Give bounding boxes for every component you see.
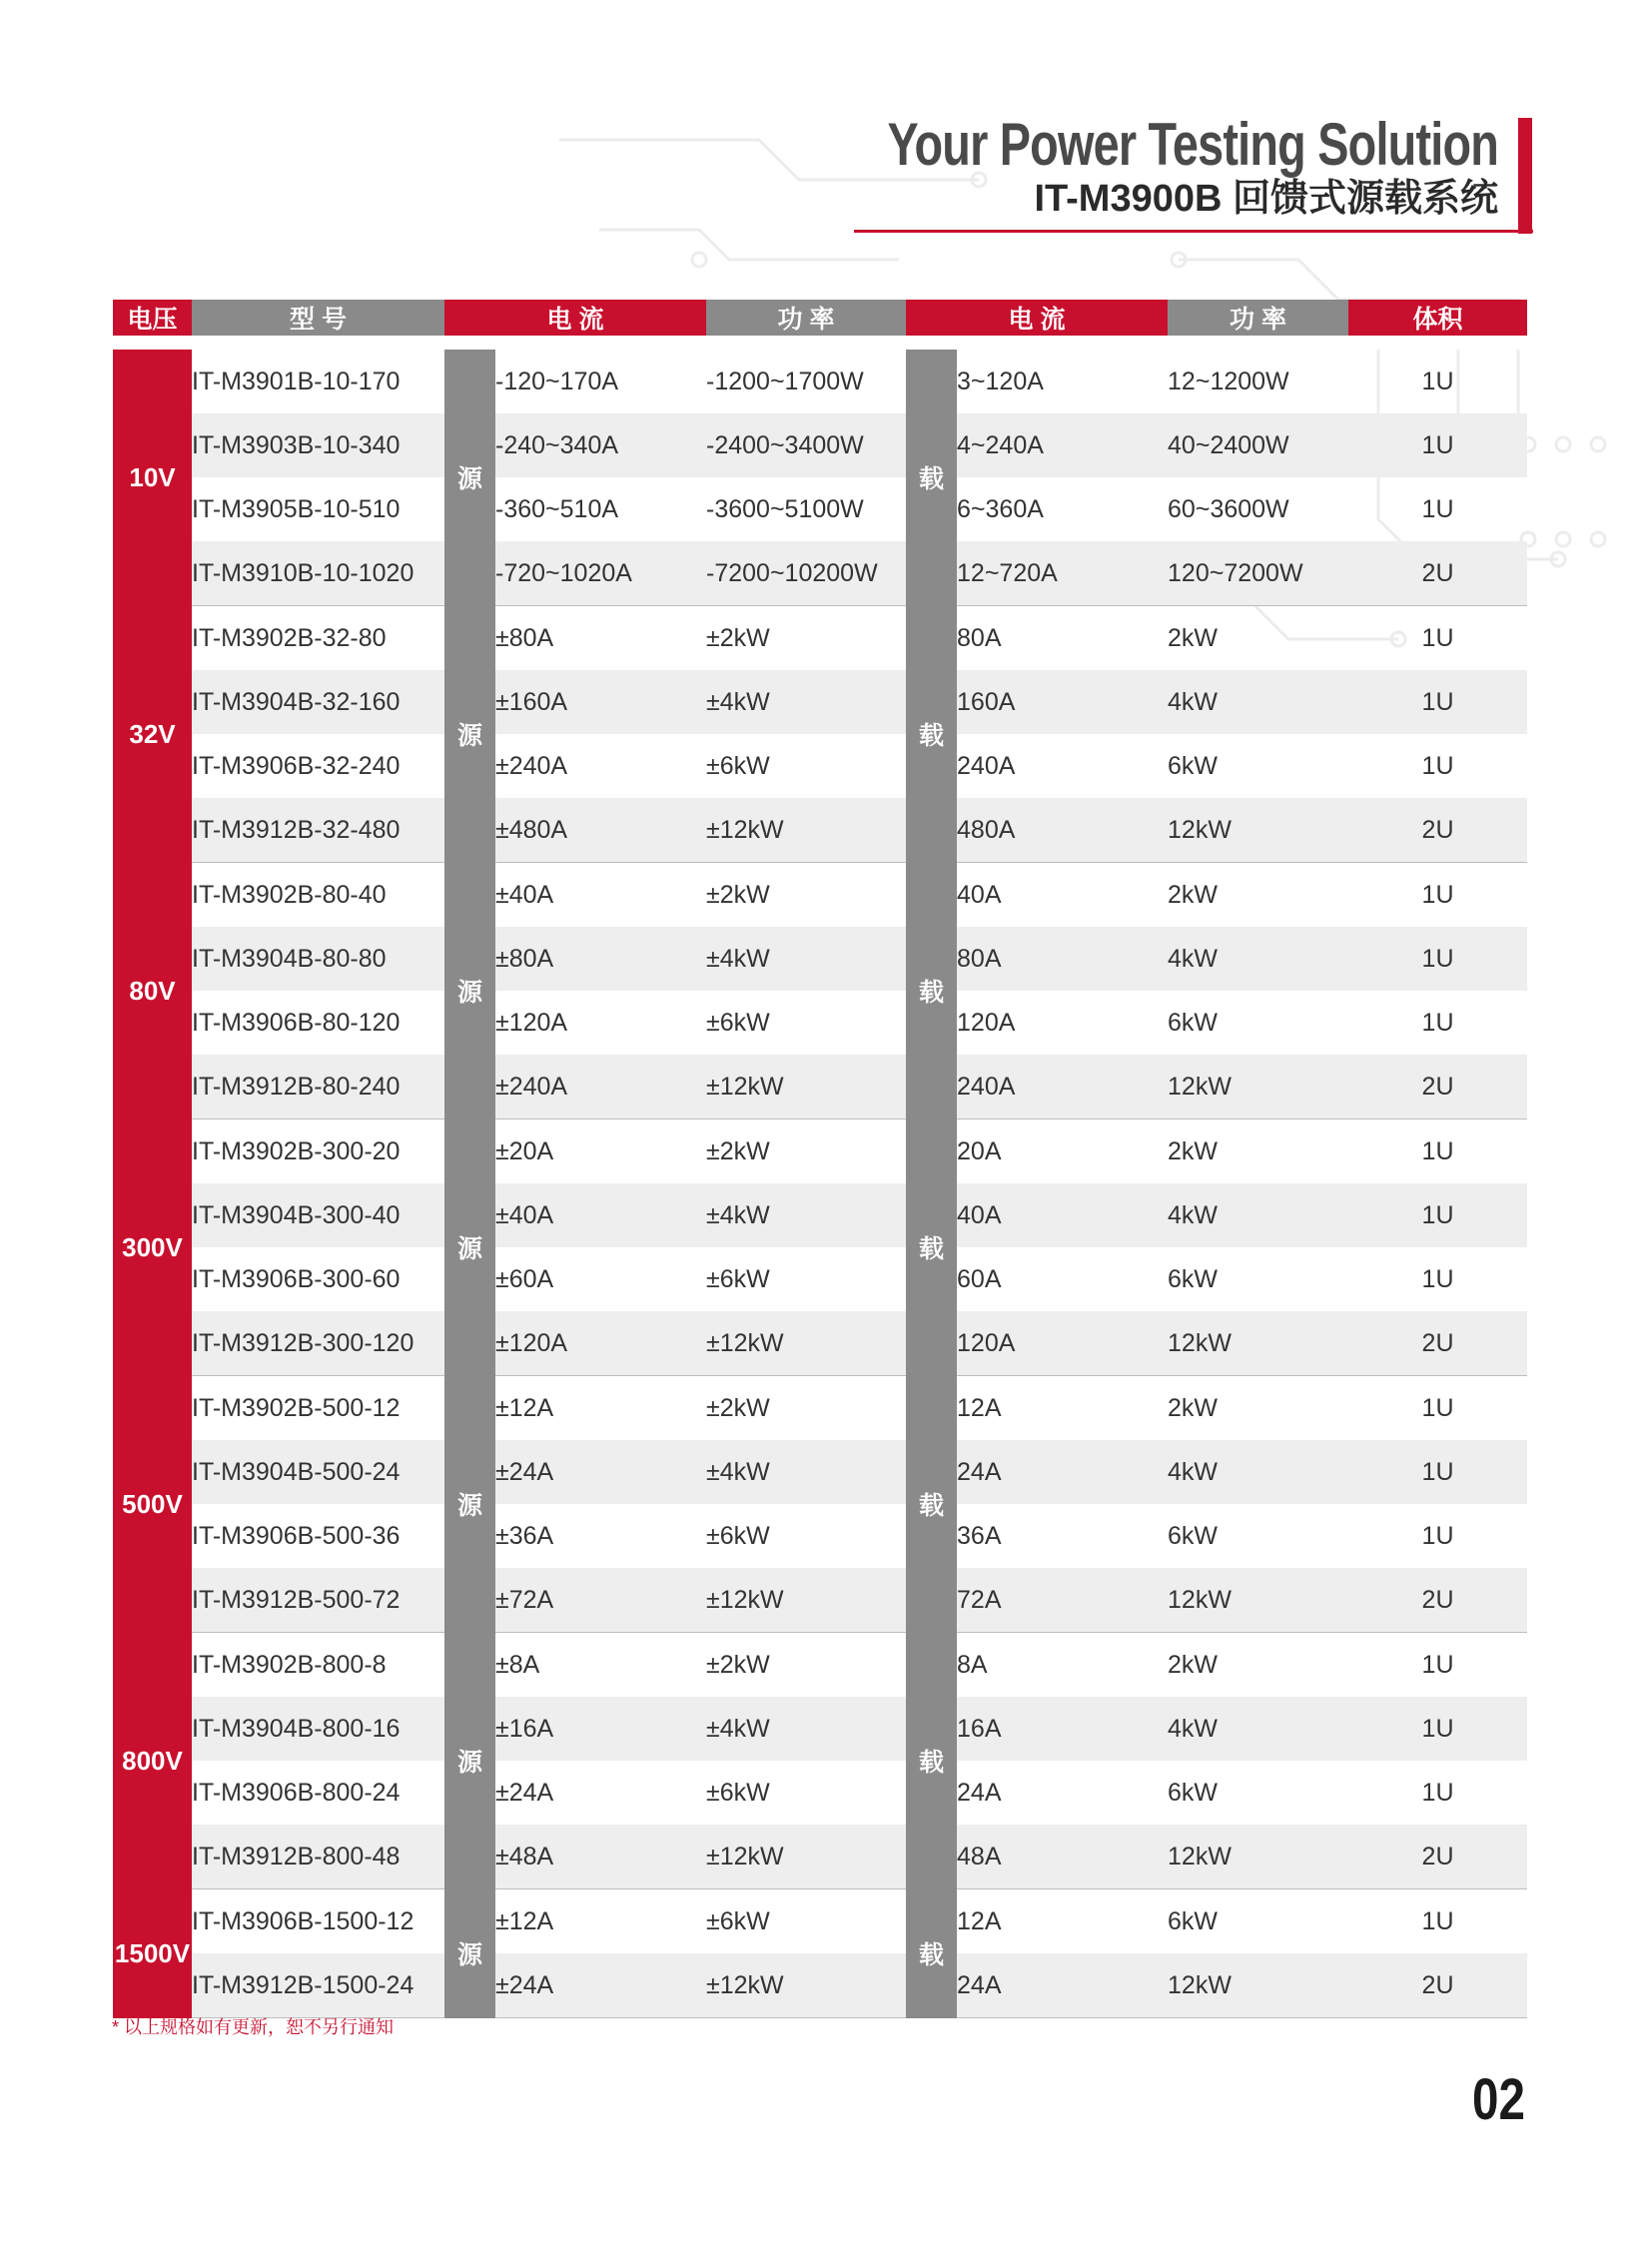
table-row — [113, 413, 1527, 477]
table-row — [113, 1504, 1527, 1568]
col-header-source-current: 电 流 — [444, 300, 706, 343]
source-current-cell: ±12A — [495, 1393, 554, 1422]
load-current-cell: 24A — [957, 1440, 1168, 1504]
load-power-cell: 4kW — [1168, 1183, 1348, 1247]
source-power-cell: -7200~10200W — [706, 541, 906, 606]
model-cell: IT-M3912B-32-480 — [192, 798, 444, 863]
source-current-cell: ±120A — [495, 1311, 706, 1376]
source-power-cell: ±12kW — [706, 798, 906, 863]
volume-cell: 1U — [1348, 1183, 1527, 1247]
table-row — [113, 1183, 1527, 1247]
table-row — [113, 1376, 1527, 1441]
table-row — [113, 541, 1527, 606]
load-current-cell: 12A — [957, 1906, 1002, 1935]
table-row — [113, 1247, 1527, 1311]
load-current-cell: 12~720A — [957, 541, 1168, 606]
source-current-cell: ±12A — [495, 1906, 554, 1935]
model-cell: IT-M3906B-500-36 — [192, 1521, 401, 1550]
table-row — [113, 1440, 1527, 1504]
volume-cell: 2U — [1348, 1055, 1527, 1120]
source-current-cell: ±20A — [495, 1136, 554, 1165]
load-current-cell: 16A — [957, 1697, 1168, 1761]
volume-cell: 1U — [1421, 1136, 1454, 1165]
load-mode-label: 载 — [906, 343, 957, 606]
table-row — [113, 1697, 1527, 1761]
source-current-cell: ±40A — [495, 1183, 706, 1247]
source-power-cell: ±4kW — [706, 1440, 906, 1504]
volume-cell: 1U — [1421, 1650, 1454, 1679]
source-current-cell: ±36A — [495, 1521, 554, 1550]
model-cell: IT-M3902B-32-80 — [192, 623, 387, 652]
load-power-cell: 60~3600W — [1168, 494, 1289, 523]
source-power-cell: ±4kW — [706, 1697, 906, 1761]
load-current-cell: 8A — [957, 1650, 988, 1679]
volume-cell: 2U — [1348, 541, 1527, 606]
load-power-cell: 6kW — [1168, 1906, 1219, 1935]
load-current-cell: 80A — [957, 623, 1002, 652]
source-power-cell: ±4kW — [706, 1183, 906, 1247]
source-current-cell: ±24A — [495, 1953, 706, 2018]
load-power-cell: 12~1200W — [1168, 367, 1289, 395]
load-current-cell: 120A — [957, 1008, 1016, 1037]
source-mode-label: 源 — [444, 1120, 495, 1376]
volume-cell: 1U — [1421, 623, 1454, 652]
table-row — [113, 863, 1527, 928]
volume-cell: 1U — [1421, 1393, 1454, 1422]
table-row — [113, 1761, 1527, 1825]
source-power-cell: ±4kW — [706, 670, 906, 734]
load-power-cell: 12kW — [1168, 1568, 1348, 1633]
model-cell: IT-M3912B-1500-24 — [192, 1953, 444, 2018]
source-current-cell: -360~510A — [495, 494, 619, 523]
source-mode-label: 源 — [444, 343, 495, 606]
voltage-group-label: 32V — [113, 606, 192, 863]
source-power-cell: ±6kW — [706, 751, 770, 780]
load-power-cell: 12kW — [1168, 1311, 1348, 1376]
load-current-cell: 60A — [957, 1264, 1002, 1293]
load-mode-label: 载 — [906, 606, 957, 863]
model-cell: IT-M3912B-500-72 — [192, 1568, 444, 1633]
table-row — [113, 798, 1527, 863]
source-power-cell: ±12kW — [706, 1953, 906, 2018]
source-power-cell: ±6kW — [706, 1521, 770, 1550]
header-underline — [854, 230, 1533, 233]
volume-cell: 1U — [1348, 1697, 1527, 1761]
source-current-cell: -720~1020A — [495, 541, 706, 606]
model-cell: IT-M3912B-80-240 — [192, 1055, 444, 1120]
source-current-cell: ±80A — [495, 927, 706, 991]
load-mode-label: 载 — [906, 1376, 957, 1633]
table-row — [113, 1311, 1527, 1376]
col-header-source-power: 功 率 — [706, 300, 906, 343]
load-power-cell: 6kW — [1168, 1264, 1219, 1293]
page-number: 02 — [1472, 2067, 1525, 2132]
source-current-cell: ±16A — [495, 1697, 706, 1761]
source-current-cell: -120~170A — [495, 367, 619, 395]
source-power-cell: ±4kW — [706, 927, 906, 991]
load-current-cell: 36A — [957, 1521, 1002, 1550]
source-mode-label: 源 — [444, 1889, 495, 2018]
spec-table-body — [113, 343, 1527, 2018]
source-current-cell: ±40A — [495, 880, 554, 909]
load-current-cell: 240A — [957, 751, 1016, 780]
table-row — [113, 606, 1527, 671]
load-current-cell: 6~360A — [957, 494, 1044, 523]
table-header-row — [113, 300, 1527, 343]
volume-cell: 1U — [1421, 1264, 1454, 1293]
load-current-cell: 40A — [957, 880, 1002, 909]
table-row — [113, 477, 1527, 541]
model-cell: IT-M3912B-800-48 — [192, 1825, 444, 1889]
load-power-cell: 2kW — [1168, 623, 1219, 652]
table-row — [113, 1953, 1527, 2018]
table-row — [113, 1889, 1527, 1954]
model-cell: IT-M3910B-10-1020 — [192, 541, 444, 606]
model-cell: IT-M3904B-32-160 — [192, 670, 444, 734]
model-cell: IT-M3902B-80-40 — [192, 880, 387, 909]
model-cell: IT-M3902B-500-12 — [192, 1393, 401, 1422]
source-current-cell: ±240A — [495, 751, 568, 780]
col-header-model: 型 号 — [192, 300, 444, 343]
source-current-cell: ±120A — [495, 1008, 568, 1037]
load-current-cell: 20A — [957, 1136, 1002, 1165]
voltage-group-label: 800V — [113, 1633, 192, 1889]
table-row — [113, 991, 1527, 1055]
source-current-cell: ±24A — [495, 1778, 554, 1807]
load-mode-label: 载 — [906, 1120, 957, 1376]
table-row — [113, 927, 1527, 991]
load-power-cell: 2kW — [1168, 1650, 1219, 1679]
source-power-cell: ±2kW — [706, 1136, 770, 1165]
table-row — [113, 343, 1527, 413]
source-current-cell: ±60A — [495, 1264, 554, 1293]
model-cell: IT-M3906B-800-24 — [192, 1778, 401, 1807]
load-power-cell: 12kW — [1168, 1055, 1348, 1120]
model-cell: IT-M3906B-32-240 — [192, 751, 401, 780]
load-mode-label: 载 — [906, 1633, 957, 1889]
source-current-cell: ±8A — [495, 1650, 540, 1679]
source-power-cell: ±6kW — [706, 1008, 770, 1037]
load-power-cell: 40~2400W — [1168, 413, 1348, 477]
table-row — [113, 734, 1527, 798]
col-header-load-current: 电 流 — [906, 300, 1168, 343]
load-power-cell: 6kW — [1168, 1778, 1219, 1807]
col-header-load-power: 功 率 — [1168, 300, 1348, 343]
source-power-cell: ±12kW — [706, 1568, 906, 1633]
model-cell: IT-M3904B-500-24 — [192, 1440, 444, 1504]
model-cell: IT-M3902B-300-20 — [192, 1136, 401, 1165]
table-row — [113, 1120, 1527, 1184]
source-mode-label: 源 — [444, 1633, 495, 1889]
volume-cell: 1U — [1348, 1440, 1527, 1504]
load-current-cell: 120A — [957, 1311, 1168, 1376]
load-current-cell: 160A — [957, 670, 1168, 734]
load-current-cell: 24A — [957, 1953, 1168, 2018]
table-row — [113, 1825, 1527, 1889]
volume-cell: 1U — [1421, 751, 1454, 780]
load-power-cell: 2kW — [1168, 880, 1219, 909]
source-mode-label: 源 — [444, 1376, 495, 1633]
model-cell: IT-M3904B-300-40 — [192, 1183, 444, 1247]
model-cell: IT-M3903B-10-340 — [192, 413, 444, 477]
load-current-cell: 480A — [957, 798, 1168, 863]
col-header-volume: 体积 — [1348, 300, 1527, 343]
load-power-cell: 120~7200W — [1168, 541, 1348, 606]
spec-table — [113, 300, 1527, 2018]
voltage-group-label: 1500V — [113, 1889, 192, 2018]
source-power-cell: ±6kW — [706, 1906, 770, 1935]
source-power-cell: ±2kW — [706, 1650, 770, 1679]
volume-cell: 2U — [1348, 1311, 1527, 1376]
load-current-cell: 3~120A — [957, 367, 1044, 395]
load-mode-label: 载 — [906, 863, 957, 1120]
table-row — [113, 670, 1527, 734]
load-current-cell: 12A — [957, 1393, 1002, 1422]
model-cell: IT-M3912B-300-120 — [192, 1311, 444, 1376]
source-current-cell: ±80A — [495, 623, 554, 652]
load-current-cell: 40A — [957, 1183, 1168, 1247]
load-power-cell: 4kW — [1168, 1440, 1348, 1504]
source-power-cell: ±2kW — [706, 1393, 770, 1422]
load-current-cell: 72A — [957, 1568, 1168, 1633]
model-cell: IT-M3904B-80-80 — [192, 927, 444, 991]
header-title-en: Your Power Testing Solution — [887, 111, 1498, 178]
table-row — [113, 1568, 1527, 1633]
source-power-cell: ±2kW — [706, 880, 770, 909]
voltage-group-label: 500V — [113, 1376, 192, 1633]
load-power-cell: 6kW — [1168, 1521, 1219, 1550]
source-power-cell: ±6kW — [706, 1264, 770, 1293]
header-accent-bar — [1518, 118, 1532, 234]
header-title-cn: IT-M3900B 回馈式源载系统 — [1034, 178, 1498, 220]
volume-cell: 2U — [1348, 1568, 1527, 1633]
volume-cell: 1U — [1348, 927, 1527, 991]
load-power-cell: 12kW — [1168, 798, 1348, 863]
volume-cell: 2U — [1348, 1825, 1527, 1889]
volume-cell: 2U — [1348, 798, 1527, 863]
volume-cell: 1U — [1421, 1008, 1454, 1037]
load-power-cell: 6kW — [1168, 751, 1219, 780]
voltage-group-label: 10V — [113, 343, 192, 606]
source-current-cell: ±48A — [495, 1825, 706, 1889]
load-current-cell: 240A — [957, 1055, 1168, 1120]
load-power-cell: 2kW — [1168, 1393, 1219, 1422]
load-power-cell: 6kW — [1168, 1008, 1219, 1037]
volume-cell: 1U — [1348, 670, 1527, 734]
voltage-group-label: 80V — [113, 863, 192, 1120]
source-current-cell: -240~340A — [495, 413, 706, 477]
source-power-cell: ±6kW — [706, 1778, 770, 1807]
source-power-cell: ±12kW — [706, 1825, 906, 1889]
load-current-cell: 24A — [957, 1778, 1002, 1807]
load-power-cell: 4kW — [1168, 670, 1348, 734]
load-mode-label: 载 — [906, 1889, 957, 2018]
model-cell: IT-M3904B-800-16 — [192, 1697, 444, 1761]
volume-cell: 1U — [1348, 413, 1527, 477]
source-power-cell: -2400~3400W — [706, 413, 906, 477]
source-current-cell: ±240A — [495, 1055, 706, 1120]
source-mode-label: 源 — [444, 606, 495, 863]
table-row — [113, 1055, 1527, 1120]
source-power-cell: ±12kW — [706, 1055, 906, 1120]
source-current-cell: ±160A — [495, 670, 706, 734]
load-power-cell: 12kW — [1168, 1825, 1348, 1889]
source-power-cell: -3600~5100W — [706, 494, 864, 523]
volume-cell: 1U — [1421, 1778, 1454, 1807]
source-power-cell: -1200~1700W — [706, 367, 864, 395]
source-current-cell: ±72A — [495, 1568, 706, 1633]
table-row — [113, 1633, 1527, 1698]
source-current-cell: ±24A — [495, 1440, 706, 1504]
load-power-cell: 4kW — [1168, 1697, 1348, 1761]
model-cell: IT-M3906B-1500-12 — [192, 1906, 414, 1935]
volume-cell: 2U — [1348, 1953, 1527, 2018]
model-cell: IT-M3901B-10-170 — [192, 367, 401, 395]
load-current-cell: 80A — [957, 927, 1168, 991]
voltage-group-label: 300V — [113, 1120, 192, 1376]
model-cell: IT-M3905B-10-510 — [192, 494, 401, 523]
volume-cell: 1U — [1421, 1521, 1454, 1550]
load-current-cell: 48A — [957, 1825, 1168, 1889]
volume-cell: 1U — [1421, 1906, 1454, 1935]
source-power-cell: ±12kW — [706, 1311, 906, 1376]
load-power-cell: 2kW — [1168, 1136, 1219, 1165]
source-mode-label: 源 — [444, 863, 495, 1120]
volume-cell: 1U — [1421, 367, 1454, 395]
footnote: * 以上规格如有更新，恕不另行通知 — [112, 2017, 395, 2037]
col-header-voltage: 电压 — [113, 300, 192, 343]
volume-cell: 1U — [1421, 880, 1454, 909]
load-power-cell: 12kW — [1168, 1953, 1348, 2018]
load-power-cell: 4kW — [1168, 927, 1348, 991]
model-cell: IT-M3906B-80-120 — [192, 1008, 401, 1037]
source-power-cell: ±2kW — [706, 623, 770, 652]
volume-cell: 1U — [1421, 494, 1454, 523]
model-cell: IT-M3902B-800-8 — [192, 1650, 387, 1679]
load-current-cell: 4~240A — [957, 413, 1168, 477]
model-cell: IT-M3906B-300-60 — [192, 1264, 401, 1293]
source-current-cell: ±480A — [495, 798, 706, 863]
